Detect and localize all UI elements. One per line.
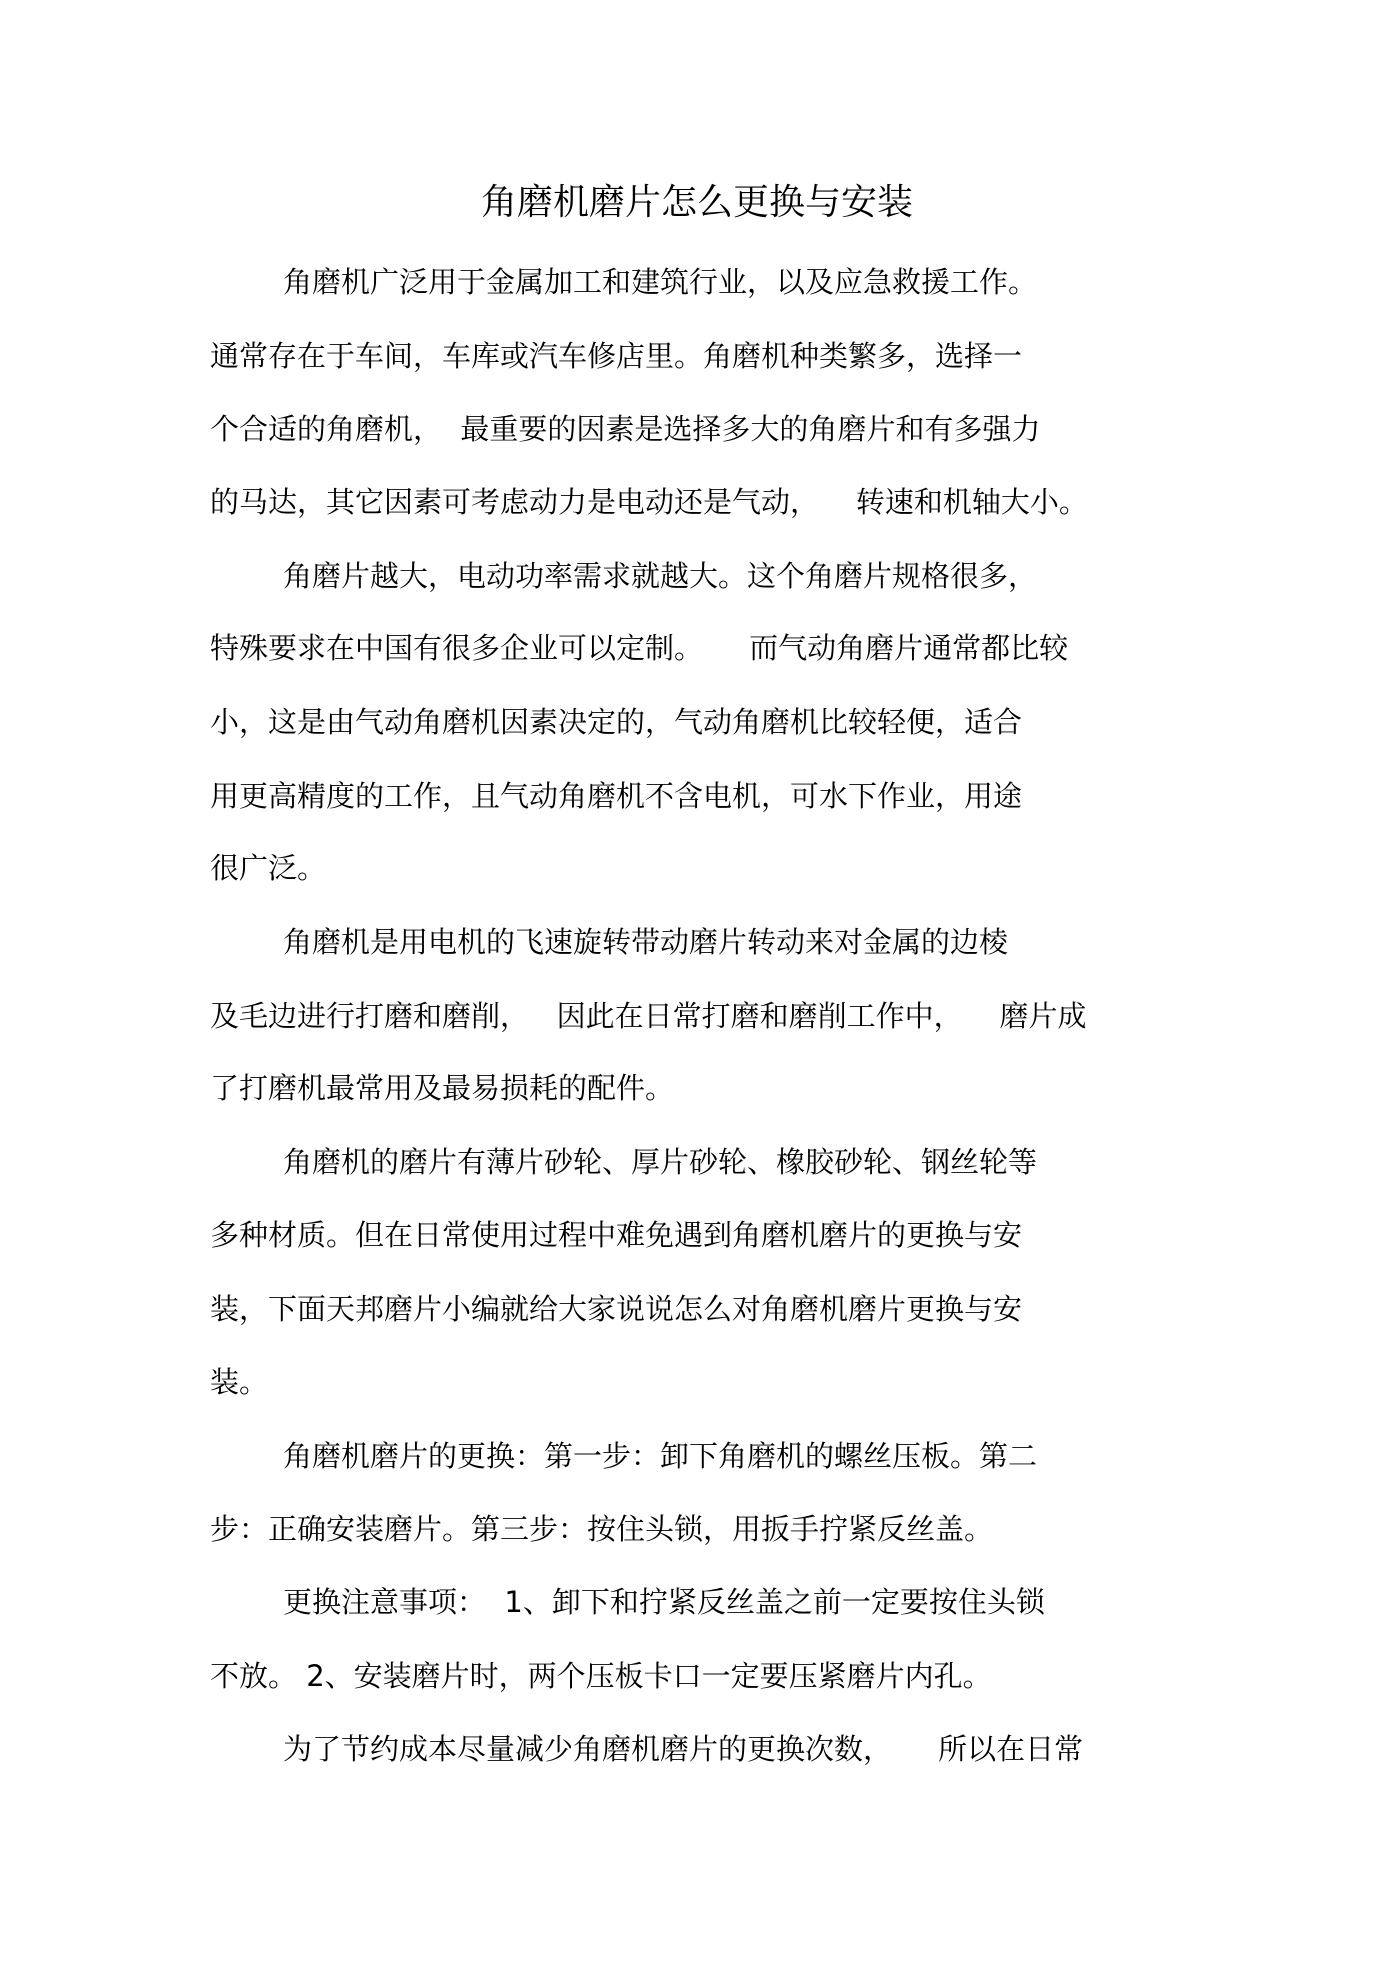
- paragraph-4-line-3: 装，下面天邦磨片小编就给大家说说怎么对角磨机磨片更换与安: [210, 1292, 1023, 1326]
- paragraph-4-line-4: 装。: [210, 1365, 269, 1399]
- paragraph-1-line-4: 的马达，其它因素可考虑动力是电动还是气动， 转速和机轴大小。: [210, 485, 1088, 519]
- paragraph-1-line-2: 通常存在于车间，车库或汽车修店里。角磨机种类繁多，选择一: [210, 339, 1023, 373]
- paragraph-6-line-2: 不放。 2、安装磨片时，两个压板卡口一定要压紧磨片内孔。: [210, 1659, 992, 1693]
- paragraph-4-line-2: 多种材质。但在日常使用过程中难免遇到角磨机磨片的更换与安: [210, 1218, 1023, 1252]
- document-title: 角磨机磨片怎么更换与安装: [480, 182, 913, 223]
- paragraph-5-line-1: 角磨机磨片的更换：第一步：卸下角磨机的螺丝压板。第二: [283, 1439, 1038, 1473]
- paragraph-7-line-1: 为了节约成本尽量减少角磨机磨片的更换次数， 所以在日常: [283, 1732, 1084, 1766]
- paragraph-4-line-1: 角磨机的磨片有薄片砂轮、厚片砂轮、橡胶砂轮、钢丝轮等: [283, 1145, 1038, 1179]
- paragraph-3-line-2: 及毛边进行打磨和磨削， 因此在日常打磨和磨削工作中， 磨片成: [210, 999, 1087, 1033]
- paragraph-1-line-1: 角磨机广泛用于金属加工和建筑行业，以及应急救援工作。: [283, 265, 1038, 299]
- paragraph-3-line-1: 角磨机是用电机的飞速旋转带动磨片转动来对金属的边棱: [283, 925, 1009, 959]
- paragraph-1-line-3: 个合适的角磨机， 最重要的因素是选择多大的角磨片和有多强力: [210, 412, 1041, 446]
- paragraph-2-line-3: 小，这是由气动角磨机因素决定的，气动角磨机比较轻便，适合: [210, 705, 1023, 739]
- paragraph-5-line-2: 步：正确安装磨片。第三步：按住头锁，用扳手拧紧反丝盖。: [210, 1512, 994, 1546]
- paragraph-6-line-1: 更换注意事项： 1、卸下和拧紧反丝盖之前一定要按住头锁: [283, 1585, 1045, 1619]
- paragraph-2-line-5: 很广泛。: [210, 851, 327, 885]
- paragraph-2-line-2: 特殊要求在中国有很多企业可以定制。 而气动角磨片通常都比较: [210, 631, 1069, 665]
- paragraph-2-line-1: 角磨片越大，电动功率需求就越大。这个角磨片规格很多，: [283, 559, 1038, 593]
- paragraph-3-line-3: 了打磨机最常用及最易损耗的配件。: [210, 1071, 675, 1105]
- paragraph-2-line-4: 用更高精度的工作，且气动角磨机不含电机，可水下作业，用途: [210, 779, 1023, 813]
